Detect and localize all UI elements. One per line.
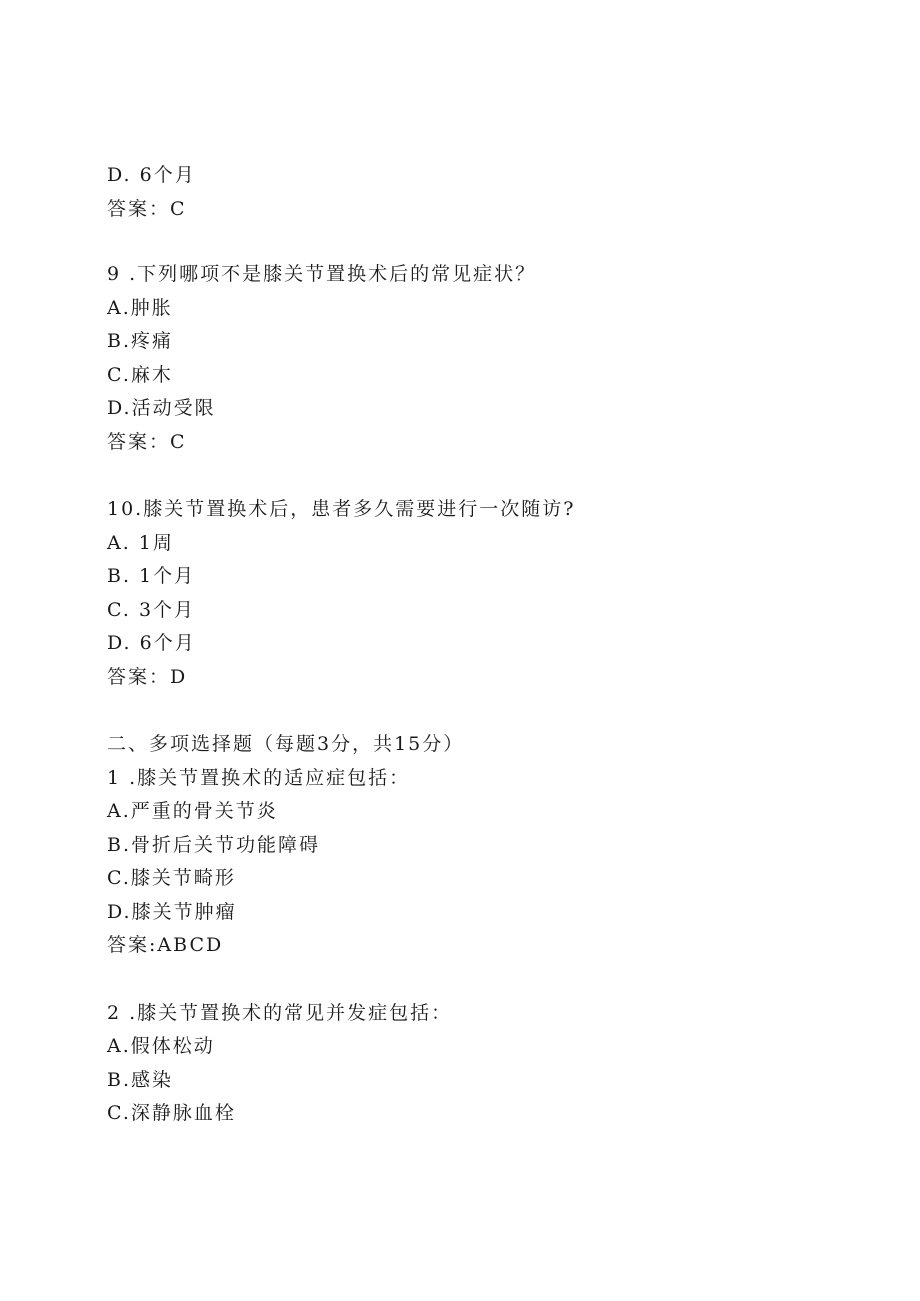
q10-option-d: D. 6个月	[107, 632, 196, 654]
mq2-question: 2 .膝关节置换术的常见并发症包括：	[107, 1002, 453, 1024]
q9-option-a: A.肿胀	[107, 297, 173, 319]
q10-option-c: C. 3个月	[107, 599, 196, 621]
q10-question: 10.膝关节置换术后，患者多久需要进行一次随访?	[107, 498, 576, 520]
q9-option-c: C.麻木	[107, 364, 173, 386]
mq1-option-b: B.骨折后关节功能障碍	[107, 834, 321, 856]
mq1-option-d: D.膝关节肿瘤	[107, 901, 237, 923]
mq1-question: 1 .膝关节置换术的适应症包括：	[107, 767, 411, 789]
mq2-option-b: B.感染	[107, 1069, 174, 1091]
q9-answer: 答案：C	[107, 431, 187, 453]
mq1-option-c: C.膝关节畸形	[107, 867, 236, 889]
q9-option-b: B.疼痛	[107, 330, 174, 352]
q8-option-d: D. 6个月	[107, 164, 196, 186]
q9-question: 9 .下列哪项不是膝关节置换术后的常见症状？	[107, 263, 537, 285]
q8-answer: 答案：C	[107, 198, 187, 220]
mq1-option-a: A.严重的骨关节炎	[107, 800, 278, 822]
q10-answer: 答案：D	[107, 666, 188, 688]
q10-option-b: B. 1个月	[107, 565, 196, 587]
section-2-title: 二、多项选择题（每题3分，共15分）	[107, 733, 465, 755]
mq2-option-c: C.深静脉血栓	[107, 1102, 236, 1124]
mq2-option-a: A.假体松动	[107, 1035, 215, 1057]
mq1-answer: 答案:ABCD	[107, 934, 224, 956]
q10-option-a: A. 1周	[107, 532, 174, 554]
q9-option-d: D.活动受限	[107, 397, 216, 419]
